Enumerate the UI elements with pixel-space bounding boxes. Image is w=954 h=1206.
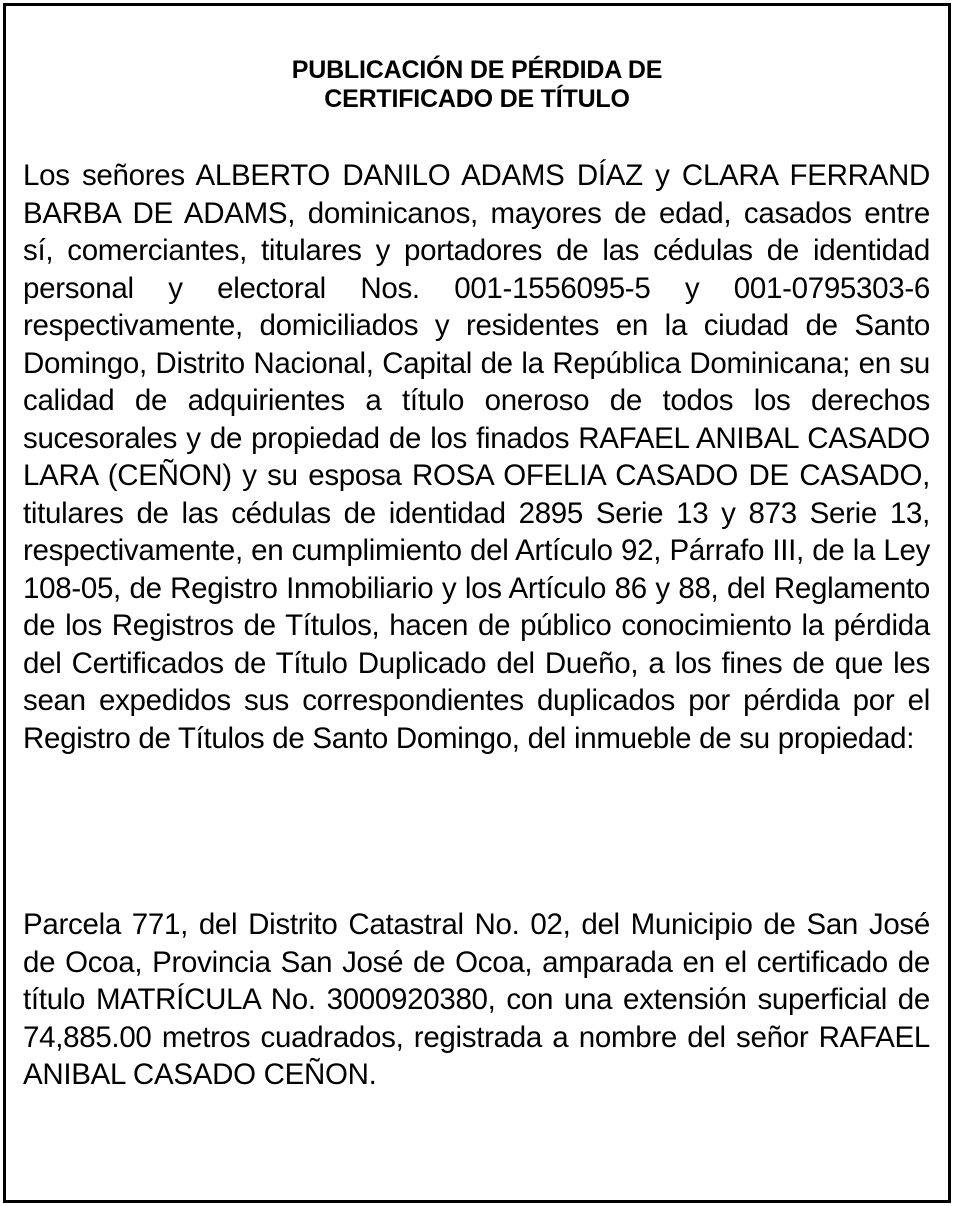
notice-title-line-2: CERTIFICADO DE TÍTULO — [324, 85, 630, 113]
notice-title-line-1: PUBLICACIÓN DE PÉRDIDA DE — [291, 56, 663, 84]
notice-title — [6, 56, 948, 114]
notice-body-paragraph-2: Parcela 771, del Distrito Catastral No. 02, del Municipio de San José de Ocoa, Provincia San José de Ocoa, amparada en el certificado de título MATRÍCULA No. 3000920380, con una extensión superficial de 74,885.00 metros cuadrados, registrada a nombre del señor RAFAEL ANIBAL CASADO CEÑON. — [23, 908, 930, 1091]
notice-body-paragraph-1: Los señores ALBERTO DANILO ADAMS DÍAZ y CLARA FERRAND BARBA DE ADAMS, dominicanos, mayores de edad, casados entre sí, comerciantes, titulares y portadores de las cédulas de identidad personal y electoral Nos. 001-1556095-5 y 001-0795303-6 respectivamente, domiciliados y residentes en la ciudad de Santo Domingo, Distrito Nacional, Capital de la República Dominicana; en su calidad de adquirientes a título oneroso de todos los derechos sucesorales y de propiedad de los finados RAFAEL ANIBAL CASADO LARA (CEÑON) y su esposa ROSA OFELIA CASADO DE CASADO, titulares de las cédulas de identidad 2895 Serie 13 y 873 Serie 13, respectivamente, en cumplimiento del Artículo 92, Párrafo III, de la Ley 108-05, de Registro Inmobiliario y los Artículo 86 y 88, del Reglamento de los Registros de Títulos, hacen de público conocimiento la pérdida del Certificados de Título Duplicado del Dueño, a los fines de que les sean expedidos sus correspondientes duplicados por pérdida por el Registro de Títulos de Santo Domingo, del inmueble de su propiedad: — [23, 159, 930, 755]
notice-frame — [3, 3, 951, 1203]
